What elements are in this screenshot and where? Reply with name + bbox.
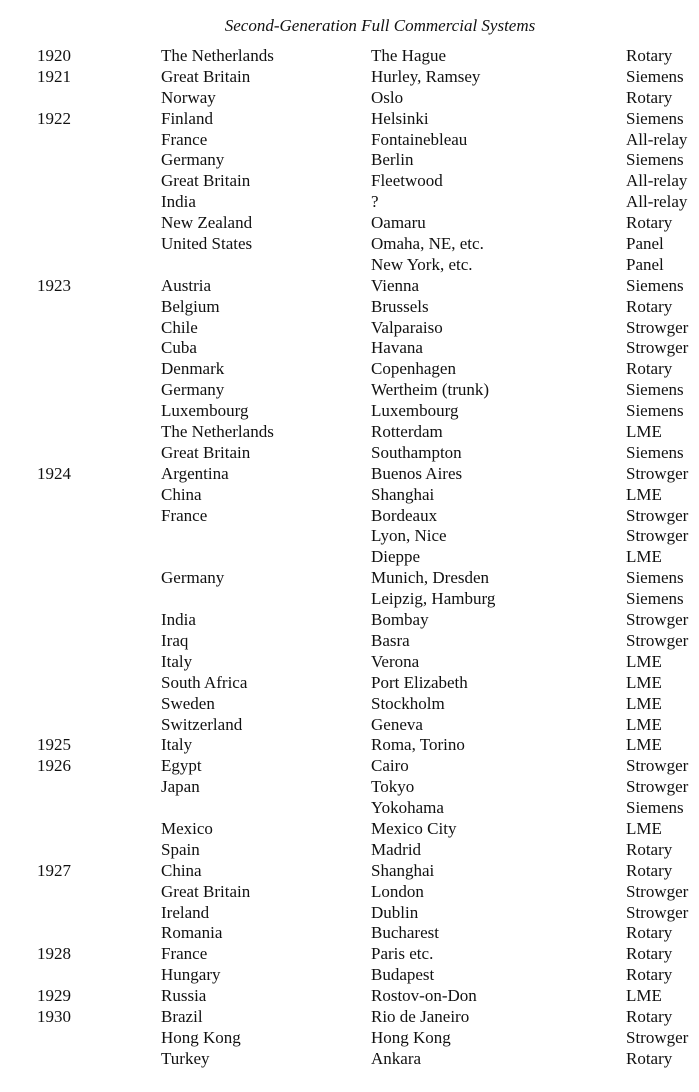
system-cell: Strowger xyxy=(626,463,689,483)
city-cell: Oamaru xyxy=(371,213,426,233)
country-cell: Great Britain xyxy=(161,442,251,462)
system-cell: All-relay xyxy=(626,171,688,191)
city-cell: Buenos Aires xyxy=(371,463,463,483)
system-cell: Panel xyxy=(626,234,664,254)
table-row xyxy=(0,694,699,715)
year-cell: 1925 xyxy=(37,735,71,755)
country-cell: Turkey xyxy=(161,1048,210,1068)
system-cell: Siemens xyxy=(626,568,684,588)
city-cell: Stockholm xyxy=(371,693,445,713)
city-cell: Leipzig, Hamburg xyxy=(371,589,496,609)
country-cell: The Netherlands xyxy=(161,422,274,442)
city-cell: Rotterdam xyxy=(371,422,443,442)
city-cell: Oslo xyxy=(371,87,404,107)
system-cell: Rotary xyxy=(626,1048,673,1068)
table-row xyxy=(0,715,699,736)
city-cell: New York, etc. xyxy=(371,254,473,274)
table-row xyxy=(0,568,699,589)
table-row xyxy=(0,1007,699,1028)
country-cell: Japan xyxy=(161,777,200,797)
year-cell: 1927 xyxy=(37,860,71,880)
table-row xyxy=(0,464,699,485)
city-cell: Berlin xyxy=(371,150,414,170)
table-row xyxy=(0,88,699,109)
city-cell: Fleetwood xyxy=(371,171,443,191)
system-cell: Siemens xyxy=(626,275,684,295)
country-cell: Finland xyxy=(161,108,213,128)
system-cell: Strowger xyxy=(626,777,689,797)
country-cell: Germany xyxy=(161,380,225,400)
city-cell: Havana xyxy=(371,338,423,358)
table-row xyxy=(0,526,699,547)
year-cell: 1921 xyxy=(37,66,71,86)
table-row xyxy=(0,735,699,756)
country-cell: France xyxy=(161,129,208,149)
table-row xyxy=(0,401,699,422)
table-row xyxy=(0,234,699,255)
city-cell: Bordeaux xyxy=(371,505,438,525)
table-row xyxy=(0,986,699,1007)
system-cell: Strowger xyxy=(626,505,689,525)
country-cell: Romania xyxy=(161,923,223,943)
table-row xyxy=(0,610,699,631)
city-cell: Paris etc. xyxy=(371,944,434,964)
system-cell: Strowger xyxy=(626,526,689,546)
system-cell: Rotary xyxy=(626,296,673,316)
system-cell: Rotary xyxy=(626,965,673,985)
country-cell: Russia xyxy=(161,986,207,1006)
country-cell: Austria xyxy=(161,275,212,295)
year-cell: 1920 xyxy=(37,46,71,65)
country-cell: Great Britain xyxy=(161,171,251,191)
city-cell: Helsinki xyxy=(371,108,429,128)
city-cell: Port Elizabeth xyxy=(371,672,468,692)
system-cell: Rotary xyxy=(626,839,673,859)
system-cell: Siemens xyxy=(626,150,684,170)
country-cell: Argentina xyxy=(161,463,229,483)
table-row xyxy=(0,903,699,924)
table-row xyxy=(0,109,699,130)
table-row xyxy=(0,798,699,819)
year-cell: 1929 xyxy=(37,986,71,1006)
system-cell: Siemens xyxy=(626,380,684,400)
table-row xyxy=(0,506,699,527)
table-row xyxy=(0,359,699,380)
table-row xyxy=(0,819,699,840)
system-cell: Rotary xyxy=(626,860,673,880)
table-row xyxy=(0,338,699,359)
city-cell: Budapest xyxy=(371,965,435,985)
city-cell: Valparaiso xyxy=(371,317,443,337)
country-cell: China xyxy=(161,484,202,504)
table-row xyxy=(0,547,699,568)
country-cell: South Africa xyxy=(161,672,248,692)
country-cell: United States xyxy=(161,234,253,254)
table-row xyxy=(0,380,699,401)
country-cell: France xyxy=(161,944,208,964)
system-cell: Strowger xyxy=(626,1027,689,1047)
city-cell: Hong Kong xyxy=(371,1027,451,1047)
table-row xyxy=(0,318,699,339)
country-cell: Belgium xyxy=(161,296,220,316)
country-cell: Germany xyxy=(161,568,225,588)
country-cell: Great Britain xyxy=(161,66,251,86)
country-cell: Denmark xyxy=(161,359,225,379)
table-row xyxy=(0,777,699,798)
table-row xyxy=(0,422,699,443)
year-cell: 1924 xyxy=(37,463,71,483)
city-cell: Ankara xyxy=(371,1048,422,1068)
city-cell: Roma, Torino xyxy=(371,735,465,755)
table-row xyxy=(0,67,699,88)
table-row xyxy=(0,944,699,965)
city-cell: Rostov-on-Don xyxy=(371,986,477,1006)
year-cell: 1928 xyxy=(37,944,71,964)
system-cell: Rotary xyxy=(626,213,673,233)
table-row xyxy=(0,485,699,506)
country-cell: Ireland xyxy=(161,902,210,922)
country-cell: Hong Kong xyxy=(161,1027,241,1047)
year-cell: 1922 xyxy=(37,108,71,128)
system-cell: Panel xyxy=(626,254,664,274)
system-cell: LME xyxy=(626,422,662,442)
city-cell: Bucharest xyxy=(371,923,439,943)
country-cell: China xyxy=(161,860,202,880)
city-cell: Tokyo xyxy=(371,777,415,797)
table-row xyxy=(0,171,699,192)
table-title: Second-Generation Full Commercial Systems xyxy=(224,16,536,35)
system-cell: Rotary xyxy=(626,944,673,964)
city-cell: Yokohama xyxy=(371,798,444,818)
city-cell: Munich, Dresden xyxy=(371,568,490,588)
city-cell: Dieppe xyxy=(371,547,421,567)
country-cell: France xyxy=(161,505,208,525)
city-cell: Rio de Janeiro xyxy=(371,1006,470,1026)
city-cell: Hurley, Ramsey xyxy=(371,66,481,86)
year-cell: 1930 xyxy=(37,1006,71,1026)
system-cell: LME xyxy=(626,986,662,1006)
systems-table xyxy=(0,46,699,1070)
system-cell: All-relay xyxy=(626,192,688,212)
country-cell: Spain xyxy=(161,839,200,859)
country-cell: Norway xyxy=(161,87,216,107)
country-cell: Italy xyxy=(161,735,193,755)
table-row xyxy=(0,673,699,694)
system-cell: Strowger xyxy=(626,756,689,776)
country-cell: Switzerland xyxy=(161,714,243,734)
country-cell: Egypt xyxy=(161,756,202,776)
city-cell: The Hague xyxy=(371,46,447,65)
city-cell: Southampton xyxy=(371,442,462,462)
table-row xyxy=(0,255,699,276)
system-cell: LME xyxy=(626,547,662,567)
system-cell: LME xyxy=(626,484,662,504)
table-row xyxy=(0,297,699,318)
city-cell: Vienna xyxy=(371,275,420,295)
system-cell: Strowger xyxy=(626,881,689,901)
country-cell: Brazil xyxy=(161,1006,203,1026)
city-cell: Shanghai xyxy=(371,484,435,504)
table-row xyxy=(0,589,699,610)
table-row xyxy=(0,213,699,234)
city-cell: Shanghai xyxy=(371,860,435,880)
city-cell: Geneva xyxy=(371,714,423,734)
city-cell: Dublin xyxy=(371,902,419,922)
system-cell: Rotary xyxy=(626,359,673,379)
table-row xyxy=(0,1028,699,1049)
table-row xyxy=(0,150,699,171)
country-cell: Mexico xyxy=(161,818,213,838)
table-row xyxy=(0,965,699,986)
city-cell: ? xyxy=(371,192,379,212)
country-cell: Iraq xyxy=(161,630,189,650)
system-cell: Siemens xyxy=(626,108,684,128)
country-cell: New Zealand xyxy=(161,213,253,233)
table-row xyxy=(0,130,699,151)
table-row xyxy=(0,756,699,777)
system-cell: Strowger xyxy=(626,610,689,630)
table-row xyxy=(0,46,699,67)
table-row xyxy=(0,1049,699,1070)
year-cell: 1923 xyxy=(37,275,71,295)
country-cell: The Netherlands xyxy=(161,46,274,65)
country-cell: Germany xyxy=(161,150,225,170)
year-cell: 1926 xyxy=(37,756,71,776)
city-cell: Cairo xyxy=(371,756,409,776)
system-cell: Rotary xyxy=(626,46,673,65)
city-cell: London xyxy=(371,881,424,901)
system-cell: Rotary xyxy=(626,1006,673,1026)
system-cell: LME xyxy=(626,693,662,713)
table-row xyxy=(0,443,699,464)
table-row xyxy=(0,192,699,213)
city-cell: Brussels xyxy=(371,296,429,316)
country-cell: Italy xyxy=(161,651,193,671)
city-cell: Omaha, NE, etc. xyxy=(371,234,484,254)
city-cell: Wertheim (trunk) xyxy=(371,380,490,400)
city-cell: Luxembourg xyxy=(371,401,459,421)
table-row xyxy=(0,840,699,861)
city-cell: Madrid xyxy=(371,839,422,859)
system-cell: Strowger xyxy=(626,317,689,337)
system-cell: Siemens xyxy=(626,401,684,421)
system-cell: Strowger xyxy=(626,902,689,922)
country-cell: India xyxy=(161,610,196,630)
table-row xyxy=(0,923,699,944)
city-cell: Copenhagen xyxy=(371,359,456,379)
system-cell: All-relay xyxy=(626,129,688,149)
country-cell: India xyxy=(161,192,196,212)
country-cell: Hungary xyxy=(161,965,221,985)
table-row xyxy=(0,652,699,673)
system-cell: Siemens xyxy=(626,442,684,462)
system-cell: LME xyxy=(626,672,662,692)
system-cell: Rotary xyxy=(626,87,673,107)
country-cell: Great Britain xyxy=(161,881,251,901)
city-cell: Mexico City xyxy=(371,818,457,838)
system-cell: LME xyxy=(626,735,662,755)
table-row xyxy=(0,631,699,652)
city-cell: Lyon, Nice xyxy=(371,526,447,546)
system-cell: Siemens xyxy=(626,589,684,609)
country-cell: Chile xyxy=(161,317,198,337)
country-cell: Cuba xyxy=(161,338,197,358)
system-cell: LME xyxy=(626,818,662,838)
system-cell: Siemens xyxy=(626,798,684,818)
city-cell: Verona xyxy=(371,651,420,671)
city-cell: Fontainebleau xyxy=(371,129,468,149)
city-cell: Bombay xyxy=(371,610,429,630)
system-cell: LME xyxy=(626,714,662,734)
country-cell: Luxembourg xyxy=(161,401,249,421)
system-cell: Rotary xyxy=(626,923,673,943)
system-cell: Strowger xyxy=(626,338,689,358)
table-row xyxy=(0,882,699,903)
system-cell: Siemens xyxy=(626,66,684,86)
table-row xyxy=(0,861,699,882)
country-cell: Sweden xyxy=(161,693,215,713)
city-cell: Basra xyxy=(371,630,410,650)
system-cell: Strowger xyxy=(626,630,689,650)
table-row xyxy=(0,276,699,297)
system-cell: LME xyxy=(626,651,662,671)
